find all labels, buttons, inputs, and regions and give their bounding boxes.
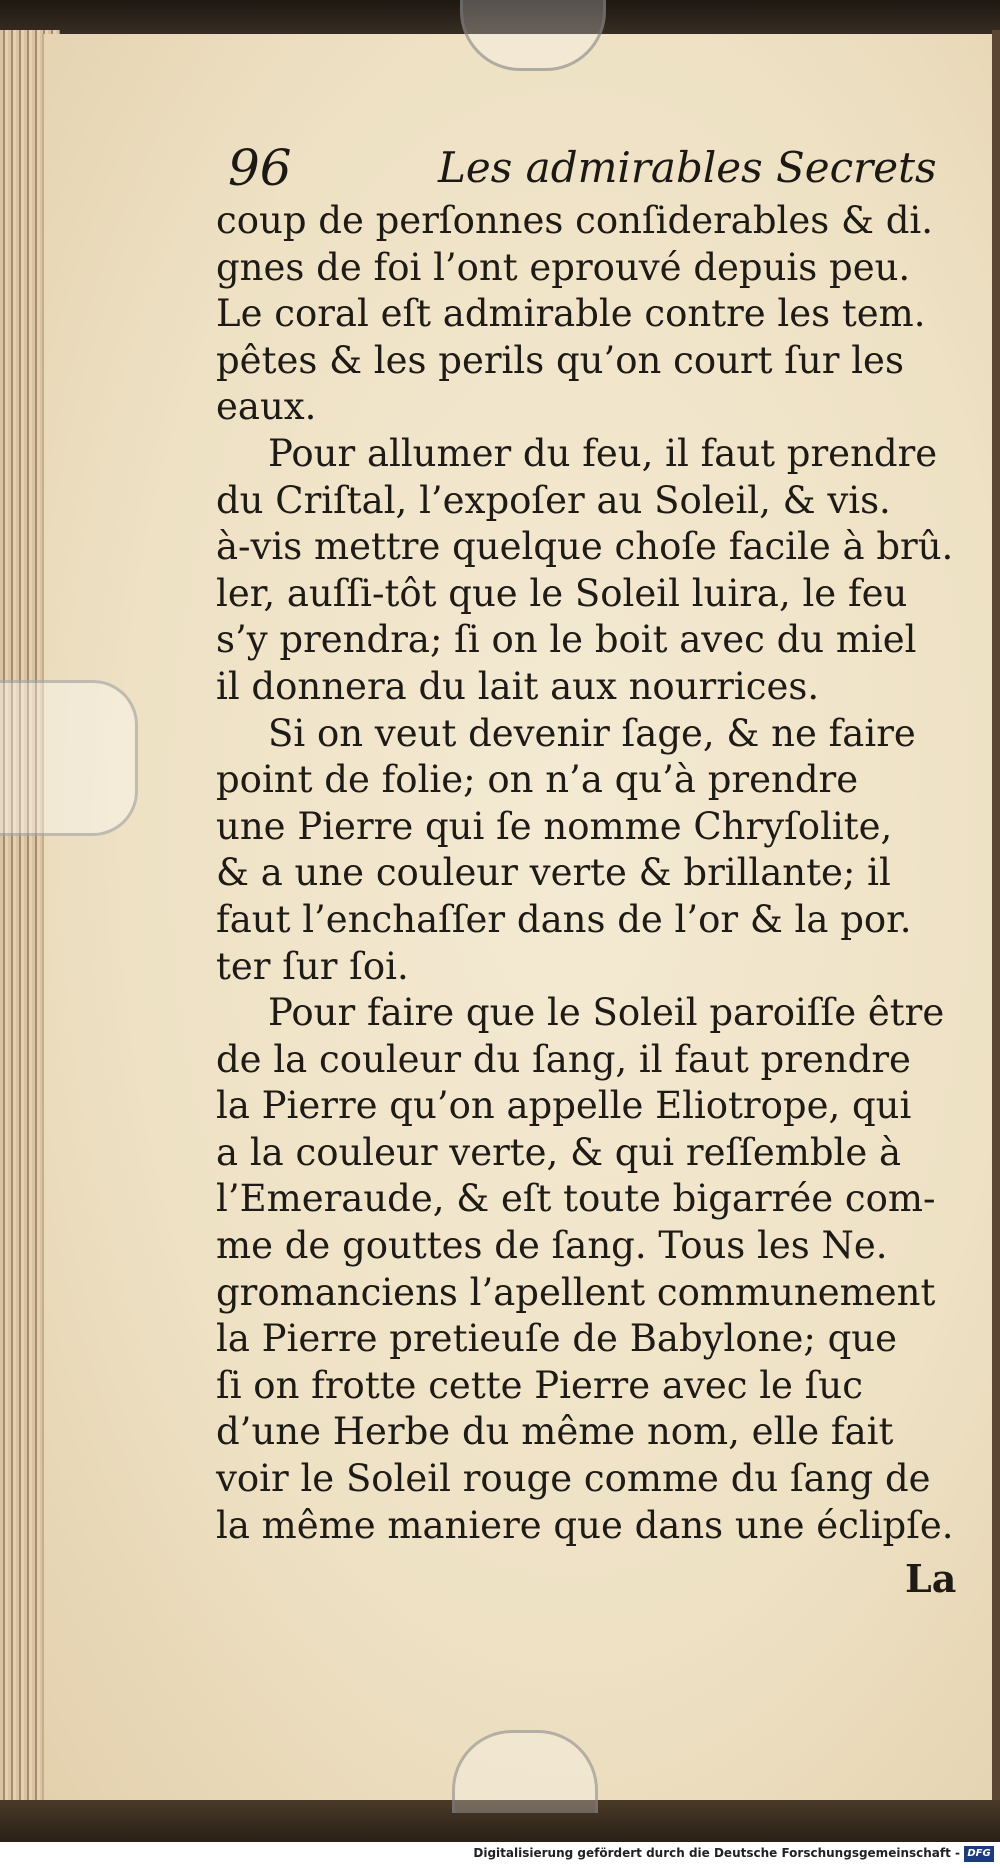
text-line: Si on veut devenir ſage, & ne faire [268,711,916,755]
text-line: a la couleur verte, & qui reſſemble à [216,1130,902,1174]
page-header [228,138,948,198]
dfg-logo: DFG [964,1846,994,1862]
footer [0,1842,1000,1868]
text-line: eaux. [216,385,317,429]
page-number: 96 [228,139,292,197]
funding-credit: Digitalisierung gefördert durch die Deutsche Forschungsgemeinschaft - [473,1846,960,1860]
text-line: ſi on frotte cette Pierre avec le ſuc [216,1363,863,1407]
text-line: Pour allumer du feu, il faut prendre [268,431,938,475]
text-line: la Pierre pretieuſe de Babylone; que [216,1317,898,1361]
text-line: ter ſur ſoi. [216,944,409,988]
text-line: du Criſtal, l’expoſer au Soleil, & vis. [216,478,891,522]
glass-clip-left [0,680,138,836]
text-line: d’une Herbe du même nom, elle fait [216,1410,894,1454]
text-line: coup de perſonnes conſiderables & di. [216,199,933,242]
text-line: pêtes & les perils qu’on court ſur les [216,338,904,382]
text-line: l’Emeraude, & eſt toute bigarrée com- [216,1177,936,1221]
text-line: une Pierre qui ſe nomme Chryſolite, [216,804,893,848]
text-line: la Pierre qu’on appelle Eliotrope, qui [216,1084,912,1128]
text-line: faut l’enchaſſer dans de l’or & la por. [216,897,912,941]
text-line: & a une couleur verte & brillante; il [216,851,891,895]
text-line: à-vis mettre quelque choſe facile à brû. [216,525,954,569]
text-line: Le coral eſt admirable contre les tem. [216,292,926,336]
text-line: s’y prendra; ſi on le boit avec du miel [216,618,917,662]
text-line: voir le Soleil rouge comme du ſang de [216,1457,931,1501]
text-line: gromanciens l’apellent communement [216,1270,936,1314]
text-line: il donnera du lait aux nourrices. [216,664,820,708]
text-line: point de folie; on n’a qu’à prendre [216,758,859,802]
text-line: me de gouttes de ſang. Tous les Ne. [216,1224,888,1268]
running-head: Les admirables Secrets [438,143,937,192]
text-line: gnes de foi l’ont eprouvé depuis peu. [216,245,911,289]
text-line: Pour faire que le Soleil paroiſſe être [268,991,945,1035]
page-body-text [216,198,996,1549]
text-line: de la couleur du ſang, il faut prendre [216,1037,911,1081]
text-line: la même maniere que dans une éclipſe. [216,1503,954,1547]
catchword: La [905,1556,957,1601]
text-line: ler, auſſi-tôt que le Soleil luira, le feu [216,571,908,615]
